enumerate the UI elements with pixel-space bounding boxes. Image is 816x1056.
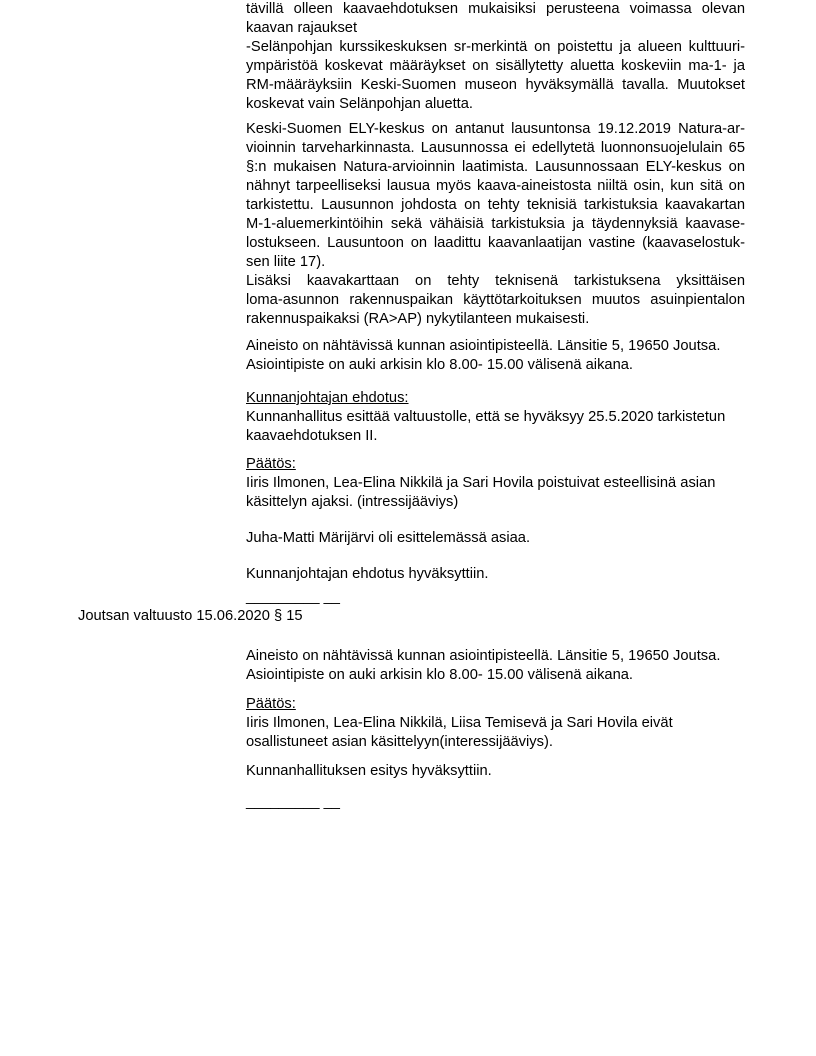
para-paatos-1-esteellisyys-line: käsittelyn ajaksi. (intressijääviys) <box>246 494 459 510</box>
para-ely-lausunto <box>246 120 745 272</box>
separator-rule-2-line: _________ __ <box>246 794 340 810</box>
para-aineisto-2-line: Aineisto on nähtävissä kunnan asiointipisteellä. Länsitie 5, 19650 Joutsa. <box>246 648 721 664</box>
para-aineisto-1-line: Asiointipiste on auki arkisin klo 8.00- 15.00 välisenä aikana. <box>246 357 633 373</box>
line-joutsan-valtuusto <box>78 607 816 626</box>
para-lisaksi-kaavakarttaan-line: loma-asunnon rakennuspaikan käyttötarkoituksen muutos asuinpientalon <box>246 292 745 308</box>
heading-paatos-1 <box>246 455 745 474</box>
separator-rule-2 <box>246 793 745 812</box>
para-aineisto-1-line: Aineisto on nähtävissä kunnan asiointipisteellä. Länsitie 5, 19650 Joutsa. <box>246 338 721 354</box>
para-lisaksi-kaavakarttaan <box>246 272 745 329</box>
para-lisaksi-kaavakarttaan-line: rakennuspaikaksi (RA>AP) nykytilanteen mukaisesti. <box>246 311 590 327</box>
heading-paatos-2 <box>246 695 745 714</box>
para-ely-lausunto-line: vioinnin tarveharkinnasta. Lausunnossa ei edellytetä luonnonsuojelulain 65 <box>246 140 745 156</box>
separator-rule-1 <box>246 588 745 607</box>
para-aineisto-1 <box>246 337 745 375</box>
para-aineisto-2 <box>246 647 745 685</box>
para-ely-lausunto-line: nähnyt tarpeelliseksi lausua myös kaava-aineistosta niiltä osin, kun sitä on <box>246 178 745 194</box>
para-kaavaehdotus-perusteet-line: tävillä olleen kaavaehdotuksen mukaisiksi perusteena voimassa olevan <box>246 1 745 17</box>
para-ehdotus-hyvaksyttiin-line: Kunnanjohtajan ehdotus hyväksyttiin. <box>246 566 489 582</box>
para-ely-lausunto-line: tarkistettu. Lausunnon johdosta on tehty teknisiä tarkistuksia kaavakartan <box>246 197 745 213</box>
para-kaavaehdotus-perusteet <box>246 0 745 114</box>
para-paatos-1-esteellisyys <box>246 474 745 512</box>
para-esittelija <box>246 529 745 548</box>
heading-paatos-2-line: Päätös: <box>246 696 296 712</box>
para-paatos-2-esteellisyys-line: osallistuneet asian käsittelyyn(interessijääviys). <box>246 734 553 750</box>
para-esittelija-line: Juha-Matti Märijärvi oli esittelemässä asiaa. <box>246 530 531 546</box>
para-kaavaehdotus-perusteet-line: koskevat vain Selänpohjan aluetta. <box>246 96 473 112</box>
line-joutsan-valtuusto-line: Joutsan valtuusto 15.06.2020 § 15 <box>78 608 303 624</box>
para-kaavaehdotus-perusteet-line: kaavan rajaukset <box>246 20 358 36</box>
para-esitys-hyvaksyttiin-line: Kunnanhallituksen esitys hyväksyttiin. <box>246 763 492 779</box>
para-ely-lausunto-line: §:n mukaisen Natura-arvioinnin laatimista. Lausunnossaan ELY-keskus on <box>246 159 745 175</box>
heading-kunnanjohtajan-ehdotus <box>246 389 745 408</box>
para-ehdotus-sisalto-line: Kunnanhallitus esittää valtuustolle, että se hyväksyy 25.5.2020 tarkistetun <box>246 409 726 425</box>
para-ely-lausunto-line: Keski-Suomen ELY-keskus on antanut lausuntonsa 19.12.2019 Natura-ar- <box>246 121 745 137</box>
heading-kunnanjohtajan-ehdotus-line: Kunnanjohtajan ehdotus: <box>246 390 409 406</box>
heading-paatos-1-line: Päätös: <box>246 456 296 472</box>
para-paatos-1-esteellisyys-line: Iiris Ilmonen, Lea-Elina Nikkilä ja Sari Hovila poistuivat esteellisinä asian <box>246 475 716 491</box>
para-ely-lausunto-line: lostukseen. Lausuntoon on laadittu kaavanlaatijan vastine (kaavaselostuk- <box>246 235 745 251</box>
para-kaavaehdotus-perusteet-line: -Selänpohjan kurssikeskuksen sr-merkintä on poistettu ja alueen kulttuuri- <box>246 39 745 55</box>
para-paatos-2-esteellisyys <box>246 714 745 752</box>
para-paatos-2-esteellisyys-line: Iiris Ilmonen, Lea-Elina Nikkilä, Liisa Temisevä ja Sari Hovila eivät <box>246 715 673 731</box>
para-ehdotus-hyvaksyttiin <box>246 565 745 584</box>
separator-rule-1-line: _________ __ <box>246 589 340 605</box>
para-esitys-hyvaksyttiin <box>246 762 745 781</box>
para-ehdotus-sisalto-line: kaavaehdotuksen II. <box>246 428 378 444</box>
para-lisaksi-kaavakarttaan-line: Lisäksi kaavakarttaan on tehty teknisenä tarkistuksena yksittäisen <box>246 273 745 289</box>
para-kaavaehdotus-perusteet-line: RM-määräyksiin Keski-Suomen museon hyväksymällä tavalla. Muutokset <box>246 77 745 93</box>
para-ehdotus-sisalto <box>246 408 745 446</box>
para-kaavaehdotus-perusteet-line: ympäristöä koskevat määräykset on sisällytetty aluetta koskeviin ma-1- ja <box>246 58 745 74</box>
para-ely-lausunto-line: sen liite 17). <box>246 254 326 270</box>
para-ely-lausunto-line: M-1-aluemerkintöihin sekä vähäisiä tarkistuksia ja täydennyksiä kaavase- <box>246 216 745 232</box>
para-aineisto-2-line: Asiointipiste on auki arkisin klo 8.00- 15.00 välisenä aikana. <box>246 667 633 683</box>
